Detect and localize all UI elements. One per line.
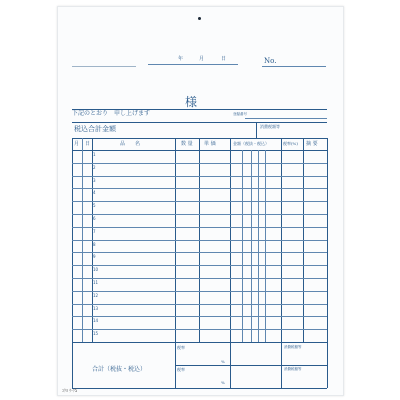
col-price-header: 単 価 [204, 141, 216, 147]
row-number: 15 [93, 331, 99, 337]
amount-digit-line-3 [258, 150, 259, 342]
rate-label-1: 税率 [177, 345, 185, 350]
col-item-header: 品 名 [120, 141, 141, 147]
total-label: 合計（税抜・税込） [92, 366, 147, 373]
table-bottom [72, 388, 327, 389]
upper-left-line [72, 66, 136, 67]
amount-digit-line-1 [242, 150, 243, 342]
row-number: 1 [93, 152, 96, 157]
date-month-label: 月 [199, 56, 205, 62]
no-label: No. [264, 57, 277, 65]
table-row-line [72, 214, 327, 215]
row-number: 10 [93, 267, 99, 273]
row-number: 4 [93, 190, 96, 196]
table-row-line [72, 291, 327, 292]
col-qty-header: 数 量 [181, 141, 193, 147]
date-year-label: 年 [178, 56, 184, 62]
row-number: 9 [93, 254, 96, 260]
table-row-line [72, 163, 327, 164]
row-number: 3 [93, 177, 96, 183]
consumption-tax-label: 消費税額等 [260, 124, 280, 129]
honorific-label: 様 [185, 95, 198, 109]
col-month-header: 月 [74, 141, 80, 147]
table-row-line [72, 176, 327, 177]
col-rate-header: 税率(%) [283, 141, 298, 146]
table-row-line [72, 265, 327, 266]
percent-label-2: % [221, 380, 225, 385]
no-underline [262, 66, 326, 67]
row-number: 5 [93, 203, 96, 209]
table-row-line [72, 227, 327, 228]
row-number: 11 [93, 280, 99, 285]
table-row-line [72, 240, 327, 241]
rate-label-2: 税率 [177, 367, 185, 372]
amount-digit-line-4 [265, 150, 266, 342]
table-row-line [72, 201, 327, 202]
date-underline [148, 64, 238, 65]
table-row-line [72, 188, 327, 189]
row-number: 14 [93, 318, 99, 324]
registration-label: 登録番号 [233, 112, 247, 116]
date-day-label: 日 [221, 56, 227, 62]
consumption-tax-footer-1: 消費税額等 [284, 345, 302, 349]
row-number: 13 [93, 305, 99, 311]
row-number: 6 [93, 216, 96, 221]
table-row-line [72, 278, 327, 279]
amount-digit-line-2 [251, 150, 252, 342]
table-row-line [72, 252, 327, 253]
tax-total-divider [256, 122, 257, 138]
row-number: 12 [93, 292, 99, 298]
percent-label-1: % [221, 359, 225, 364]
greeting-text: 下記のとおり 申し上げます [72, 110, 151, 117]
table-row-line [72, 329, 327, 330]
table-row-line [72, 304, 327, 305]
table-right-edge [327, 138, 328, 388]
punch-hole [198, 17, 201, 20]
table-row-line [72, 316, 327, 317]
tax-total-label: 税込合計金額 [74, 125, 116, 133]
form-code: ｺｸﾖ ｳ-ｸ5 [62, 388, 78, 393]
col-remarks-header: 摘 要 [306, 141, 318, 147]
consumption-tax-footer-2: 消費税額等 [284, 367, 302, 371]
registration-underline [245, 118, 327, 119]
table-body-bottom [72, 342, 327, 343]
row-number: 8 [93, 241, 96, 247]
col-amount-header: 金額（税抜・税込） [233, 141, 269, 146]
col-day-header: 日 [85, 141, 91, 147]
footer-mid-line [175, 365, 327, 366]
row-number: 7 [93, 228, 96, 234]
row-number: 2 [93, 164, 96, 170]
tax-total-box-top [72, 122, 327, 123]
